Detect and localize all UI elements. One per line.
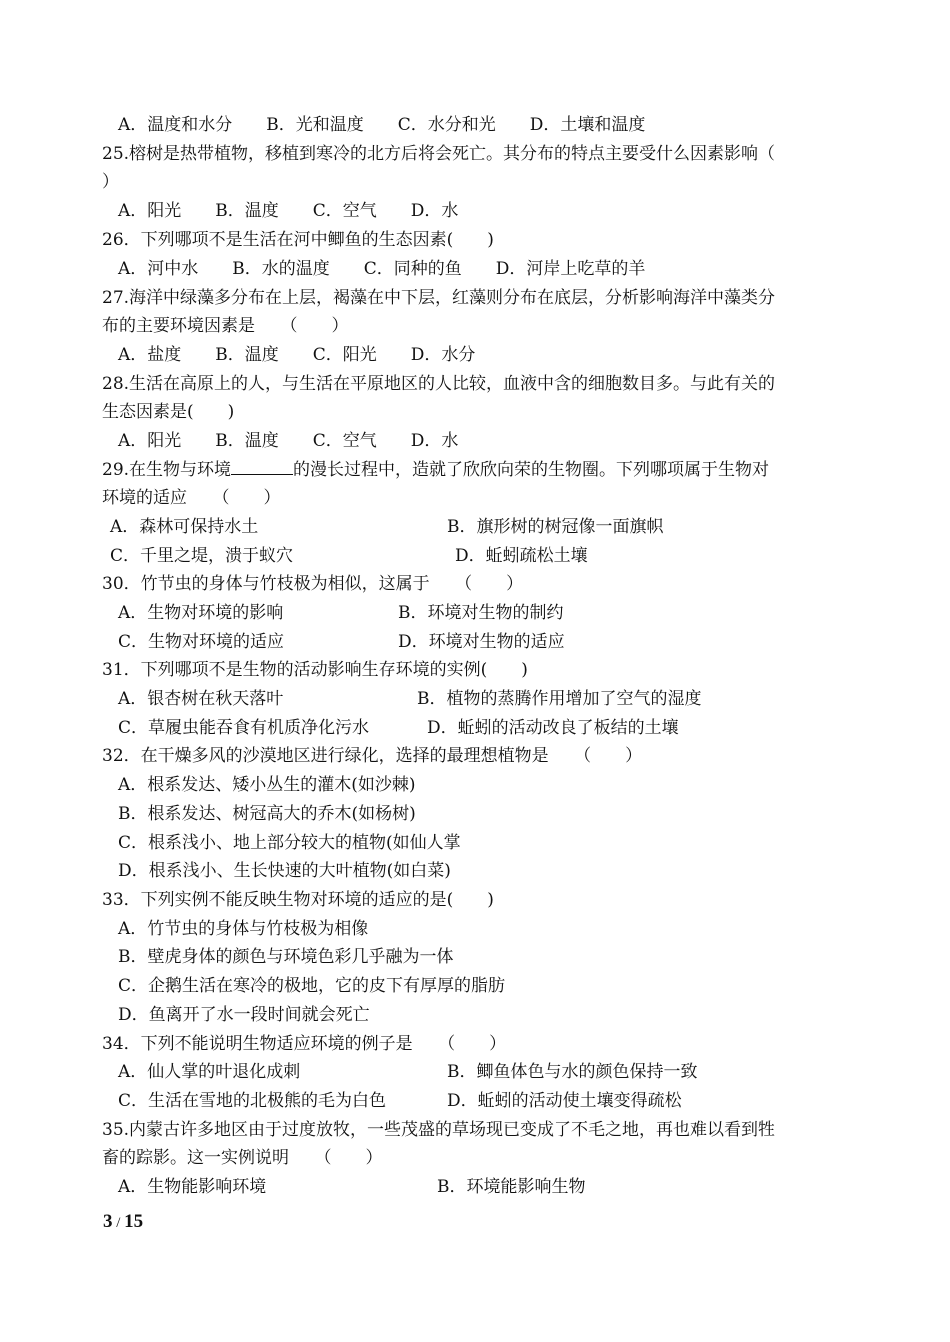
text-line: D．根系浅小、生长快速的大叶植物(如白菜)	[118, 861, 451, 881]
text-line: D．蚯蚓疏松土壤	[455, 546, 588, 566]
text-line: C．生活在雪地的北极熊的毛为白色	[118, 1091, 387, 1111]
text-line: 35.内蒙古许多地区由于过度放牧，一些茂盛的草场现已变成了不毛之地，再也难以看到牲	[102, 1120, 776, 1140]
text-line: A．竹节虫的身体与竹枝极为相像	[118, 919, 369, 939]
text-line: A．银杏树在秋天落叶	[118, 689, 284, 709]
text-line: A．仙人掌的叶退化成刺	[118, 1062, 301, 1082]
text-line: C．生物对环境的适应	[118, 632, 285, 652]
text-line: 生态因素是( )	[102, 402, 235, 422]
text-line: ）	[102, 172, 119, 192]
text-line: 布的主要环境因素是 （ ）	[102, 316, 349, 336]
text-line: 31．下列哪项不是生物的活动影响生存环境的实例( )	[102, 660, 528, 680]
text-line: D．环境对生物的适应	[398, 632, 565, 652]
text-line: A．河中水 B．水的温度 C．同种的鱼 D．河岸上吃草的羊	[118, 259, 646, 279]
text-line: 34．下列不能说明生物适应环境的例子是 （ ）	[102, 1034, 507, 1054]
text-line: 33．下列实例不能反映生物对环境的适应的是( )	[102, 890, 494, 910]
question-29-suffix: 的漫长过程中，造就了欣欣向荣的生物圈。下列哪项属于生物对	[293, 460, 770, 480]
text-line: 26．下列哪项不是生活在河中鲫鱼的生态因素( )	[102, 230, 494, 250]
text-line: B．环境能影响生物	[437, 1177, 586, 1197]
text-line: B．植物的蒸腾作用增加了空气的湿度	[417, 689, 702, 709]
text-line: A．生物对环境的影响	[118, 603, 284, 623]
text-line: B．壁虎身体的颜色与环境色彩几乎融为一体	[118, 947, 454, 967]
text-line: 30．竹节虫的身体与竹枝极为相似，这属于 （ ）	[102, 574, 524, 594]
page-separator: /	[112, 1215, 125, 1231]
text-line: B．旗形树的树冠像一面旗帜	[447, 517, 664, 537]
text-line: C．千里之堤，溃于蚁穴	[110, 546, 294, 566]
text-line: C．根系浅小、地上部分较大的植物(如仙人掌	[118, 833, 461, 853]
text-line: 畜的踪影。这一实例说明 （ ）	[102, 1148, 383, 1168]
text-line: A．阳光 B．温度 C．空气 D．水	[118, 431, 459, 451]
text-line: D．蚯蚓的活动改良了板结的土壤	[427, 718, 679, 738]
text-line: C．草履虫能吞食有机质净化污水	[118, 718, 370, 738]
text-line: A．生物能影响环境	[118, 1177, 267, 1197]
text-line: A．根系发达、矮小丛生的灌木(如沙棘)	[118, 775, 416, 795]
question-29-line	[102, 459, 769, 481]
text-line: 32．在干燥多风的沙漠地区进行绿化，选择的最理想植物是 （ ）	[102, 746, 643, 766]
text-line: D．蚯蚓的活动使土壤变得疏松	[447, 1091, 682, 1111]
current-page: 3	[103, 1211, 113, 1232]
text-line: A．阳光 B．温度 C．空气 D．水	[118, 201, 459, 221]
fill-in-blank	[231, 459, 293, 475]
text-line: B．环境对生物的制约	[398, 603, 564, 623]
text-line: A．温度和水分 B．光和温度 C．水分和光 D．土壤和温度	[118, 115, 646, 135]
total-pages: 15	[124, 1211, 144, 1232]
text-line: B．鲫鱼体色与水的颜色保持一致	[447, 1062, 698, 1082]
text-line: 28.生活在高原上的人，与生活在平原地区的人比较，血液中含的细胞数目多。与此有关的	[102, 374, 776, 394]
question-29-prefix: 29.在生物与环境	[102, 460, 232, 480]
text-line: 25.榕树是热带植物，移植到寒冷的北方后将会死亡。其分布的特点主要受什么因素影响（	[102, 144, 776, 164]
text-line: C．企鹅生活在寒冷的极地，它的皮下有厚厚的脂肪	[118, 976, 506, 996]
page-number	[103, 1211, 143, 1233]
text-line: A．森林可保持水土	[110, 517, 259, 537]
text-line: D．鱼离开了水一段时间就会死亡	[118, 1005, 370, 1025]
text-line: 27.海洋中绿藻多分布在上层，褐藻在中下层，红藻则分布在底层，分析影响海洋中藻类分	[102, 288, 776, 308]
text-line: A．盐度 B．温度 C．阳光 D．水分	[118, 345, 476, 365]
text-line: B．根系发达、树冠高大的乔木(如杨树)	[118, 804, 416, 824]
text-line: 环境的适应 （ ）	[102, 488, 281, 508]
